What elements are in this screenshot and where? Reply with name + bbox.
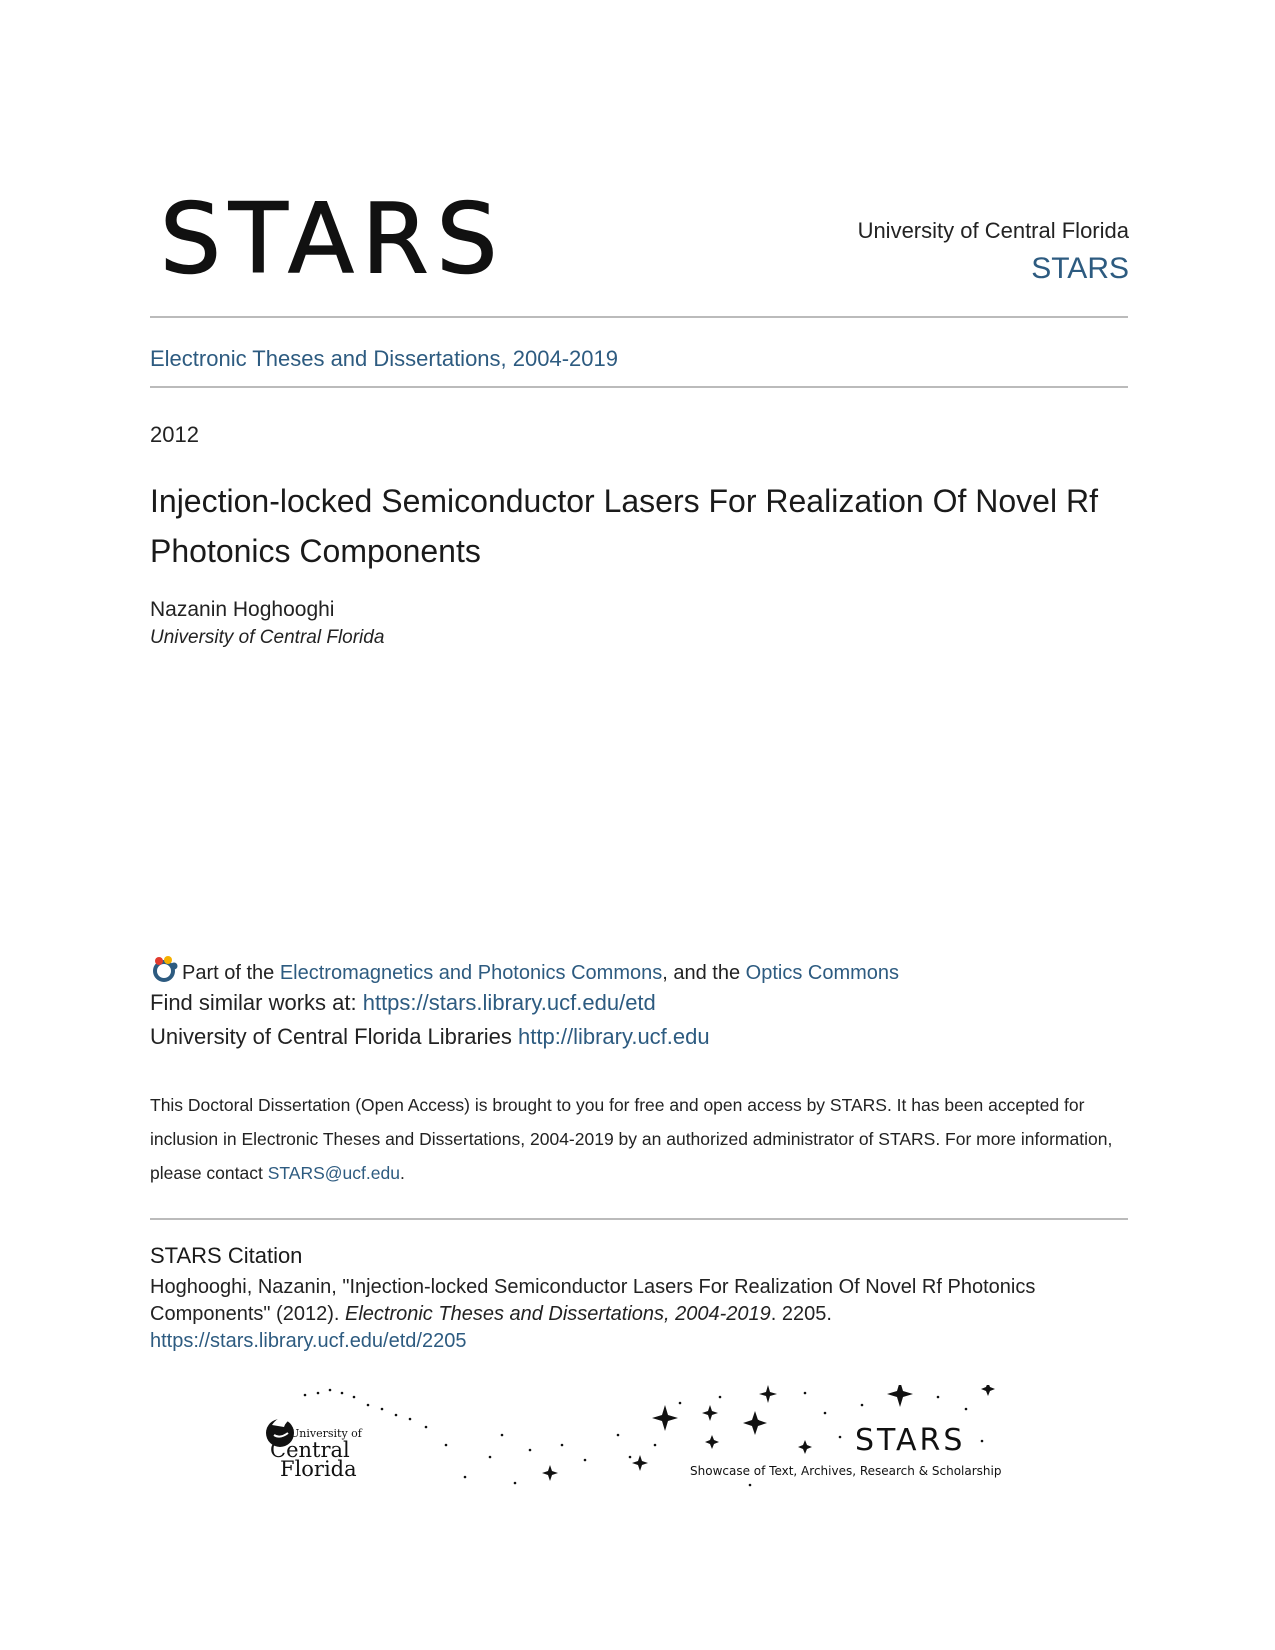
citation-body <box>150 1274 1125 1355</box>
citation-text: Hoghooghi, Nazanin, "Injection-locked Semiconductor Lasers For Realization Of Novel Rf Photonics Components" (2012). <box>150 1276 1036 1325</box>
ucf-logo-line2: Central <box>270 1438 350 1462</box>
stars-logo-text: STARS <box>160 190 506 290</box>
similar-works-link[interactable]: https://stars.library.ucf.edu/etd <box>362 990 656 1015</box>
divider <box>150 1218 1128 1220</box>
citation-link[interactable]: https://stars.library.ucf.edu/etd/2205 <box>150 1330 467 1352</box>
footer-banner <box>250 1385 1050 1500</box>
similar-label: Find similar works at: <box>150 990 363 1015</box>
divider <box>150 386 1128 388</box>
commons-link-optics[interactable]: Optics Commons <box>745 962 900 984</box>
ucf-logo-line1: University of <box>290 1427 362 1440</box>
commons-link-electromagnetics[interactable]: Electromagnetics and Photonics Commons <box>279 962 663 984</box>
repository-link[interactable]: STARS <box>1031 252 1129 285</box>
notice-text: This Doctoral Dissertation (Open Access) is brought to you for free and open access by STARS. It has been accepted for inclusion in Electronic Theses and Dissertations, 2004-2019 by an authorized administrator of STARS. For more information, please contact <box>150 1095 1113 1183</box>
notice-end: . <box>399 1163 405 1183</box>
series-link[interactable]: Electronic Theses and Dissertations, 2004-2019 <box>150 346 618 371</box>
libraries-label: University of Central Florida Libraries <box>150 1024 519 1049</box>
ucf-logo-line3: Florida <box>280 1457 357 1481</box>
document-title: Injection-locked Semiconductor Lasers For Realization Of Novel Rf Photonics Components <box>150 483 1098 569</box>
footer-tagline: Showcase of Text, Archives, Research & Scholarship <box>690 1464 1002 1478</box>
institution-name: University of Central Florida <box>857 218 1129 243</box>
divider <box>150 316 1128 318</box>
libraries-link[interactable]: http://library.ucf.edu <box>518 1024 710 1049</box>
stars-logo <box>160 190 600 290</box>
libraries-line <box>150 1024 710 1050</box>
commons-middle: , and the <box>662 962 746 984</box>
author-affiliation: University of Central Florida <box>150 627 385 648</box>
network-commons-icon <box>150 955 178 983</box>
institution-block <box>858 218 1129 286</box>
similar-works-line <box>150 990 656 1016</box>
citation-journal: Electronic Theses and Dissertations, 2004-2019 <box>344 1303 771 1325</box>
access-notice <box>150 1088 1125 1190</box>
citation-heading: STARS Citation <box>150 1243 303 1268</box>
citation-number: . 2205. <box>770 1303 832 1325</box>
author-name: Nazanin Hoghooghi <box>150 598 335 621</box>
contact-email-link[interactable]: STARS@ucf.edu <box>267 1163 400 1183</box>
commons-prefix: Part of the <box>182 962 280 984</box>
publication-year: 2012 <box>150 422 199 447</box>
commons-line <box>150 955 899 985</box>
footer-stars-logo: STARS <box>855 1423 966 1458</box>
